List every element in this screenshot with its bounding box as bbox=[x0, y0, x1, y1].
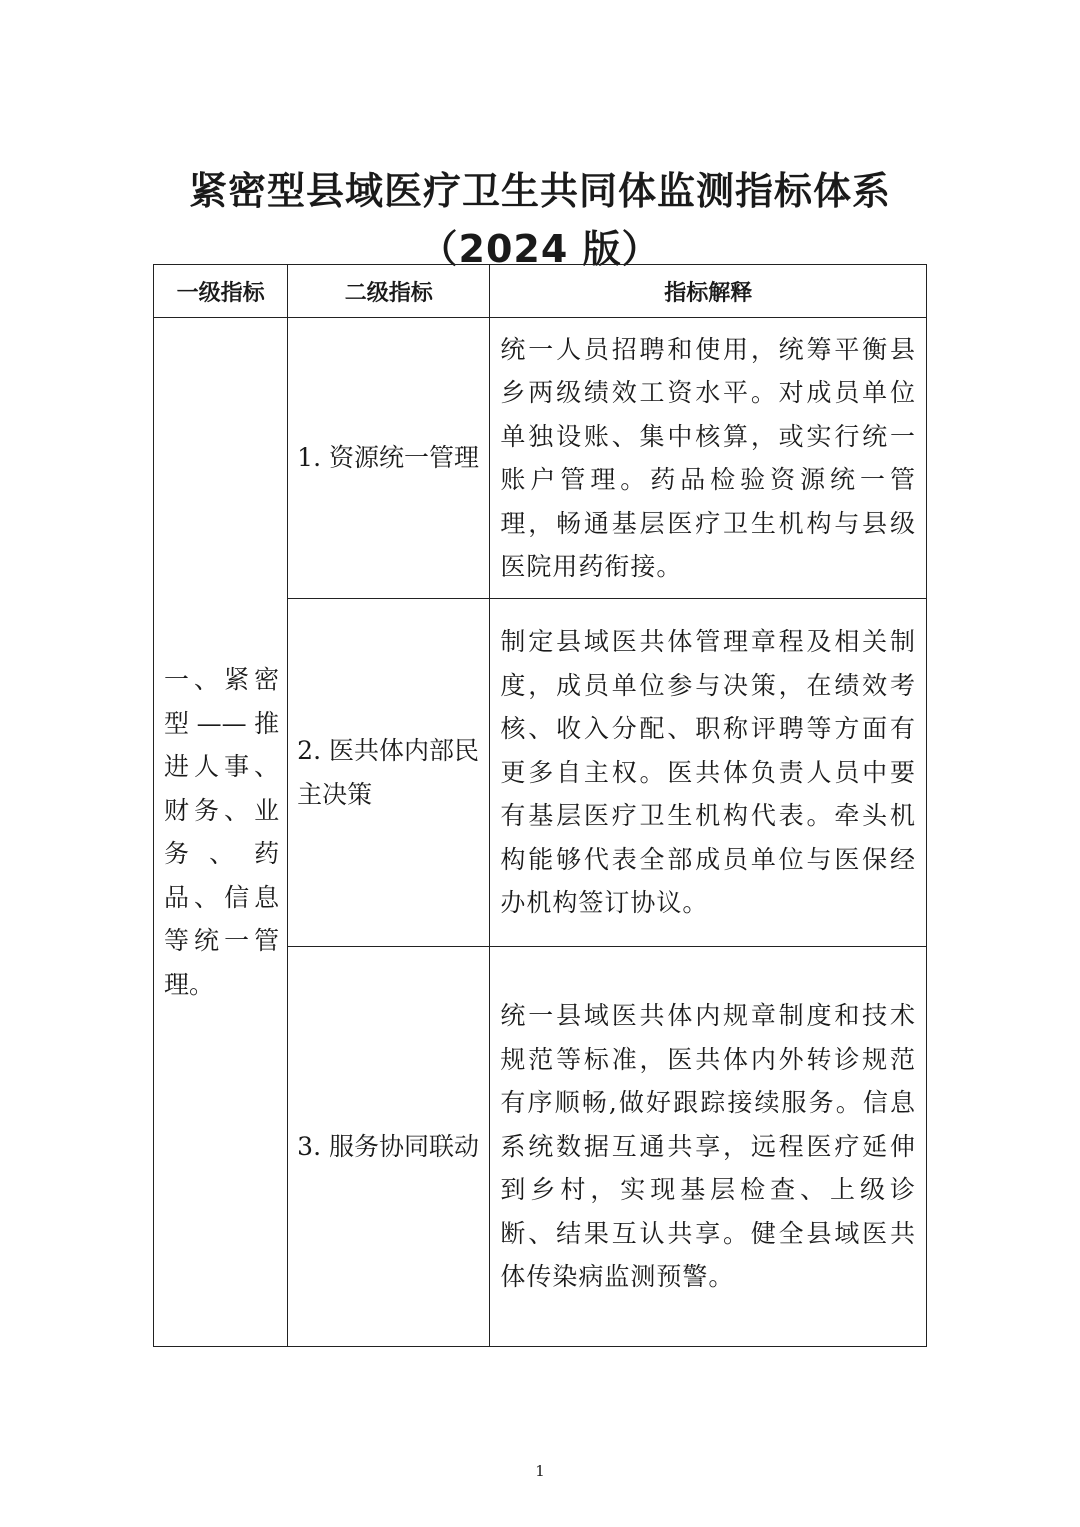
level2-indicator: 2. 医共体内部民主决策 bbox=[288, 599, 490, 947]
level2-indicator: 1. 资源统一管理 bbox=[288, 318, 490, 599]
level1-indicator: 一、紧密型——推进人事、财务、业务、药品、信息等统一管理。 bbox=[154, 318, 288, 1347]
indicator-explanation: 统一县域医共体内规章制度和技术规范等标准，医共体内外转诊规范有序顺畅,做好跟踪接续服务。信息系统数据互通共享，远程医疗延伸到乡村，实现基层检查、上级诊断、结果互认共享。健全县域医共体传染病监测预警。 bbox=[490, 947, 927, 1347]
document-title: 紧密型县域医疗卫生共同体监测指标体系 bbox=[188, 169, 891, 213]
header-level1: 一级指标 bbox=[154, 265, 288, 318]
table-header-row bbox=[154, 265, 927, 318]
header-explanation: 指标解释 bbox=[490, 265, 927, 318]
level2-indicator: 3. 服务协同联动 bbox=[288, 947, 490, 1347]
header-level2: 二级指标 bbox=[288, 265, 490, 318]
indicator-table bbox=[153, 264, 927, 1347]
indicator-explanation: 统一人员招聘和使用，统筹平衡县乡两级绩效工资水平。对成员单位单独设账、集中核算，或实行统一账户管理。药品检验资源统一管理，畅通基层医疗卫生机构与县级医院用药衔接。 bbox=[490, 318, 927, 599]
indicator-explanation: 制定县域医共体管理章程及相关制度，成员单位参与决策，在绩效考核、收入分配、职称评聘等方面有更多自主权。医共体负责人员中要有基层医疗卫生机构代表。牵头机构能够代表全部成员单位与医保经办机构签订协议。 bbox=[490, 599, 927, 947]
page-number: 1 bbox=[535, 1462, 545, 1480]
table-row bbox=[154, 318, 927, 599]
document-subtitle: （2024 版） bbox=[419, 227, 661, 271]
